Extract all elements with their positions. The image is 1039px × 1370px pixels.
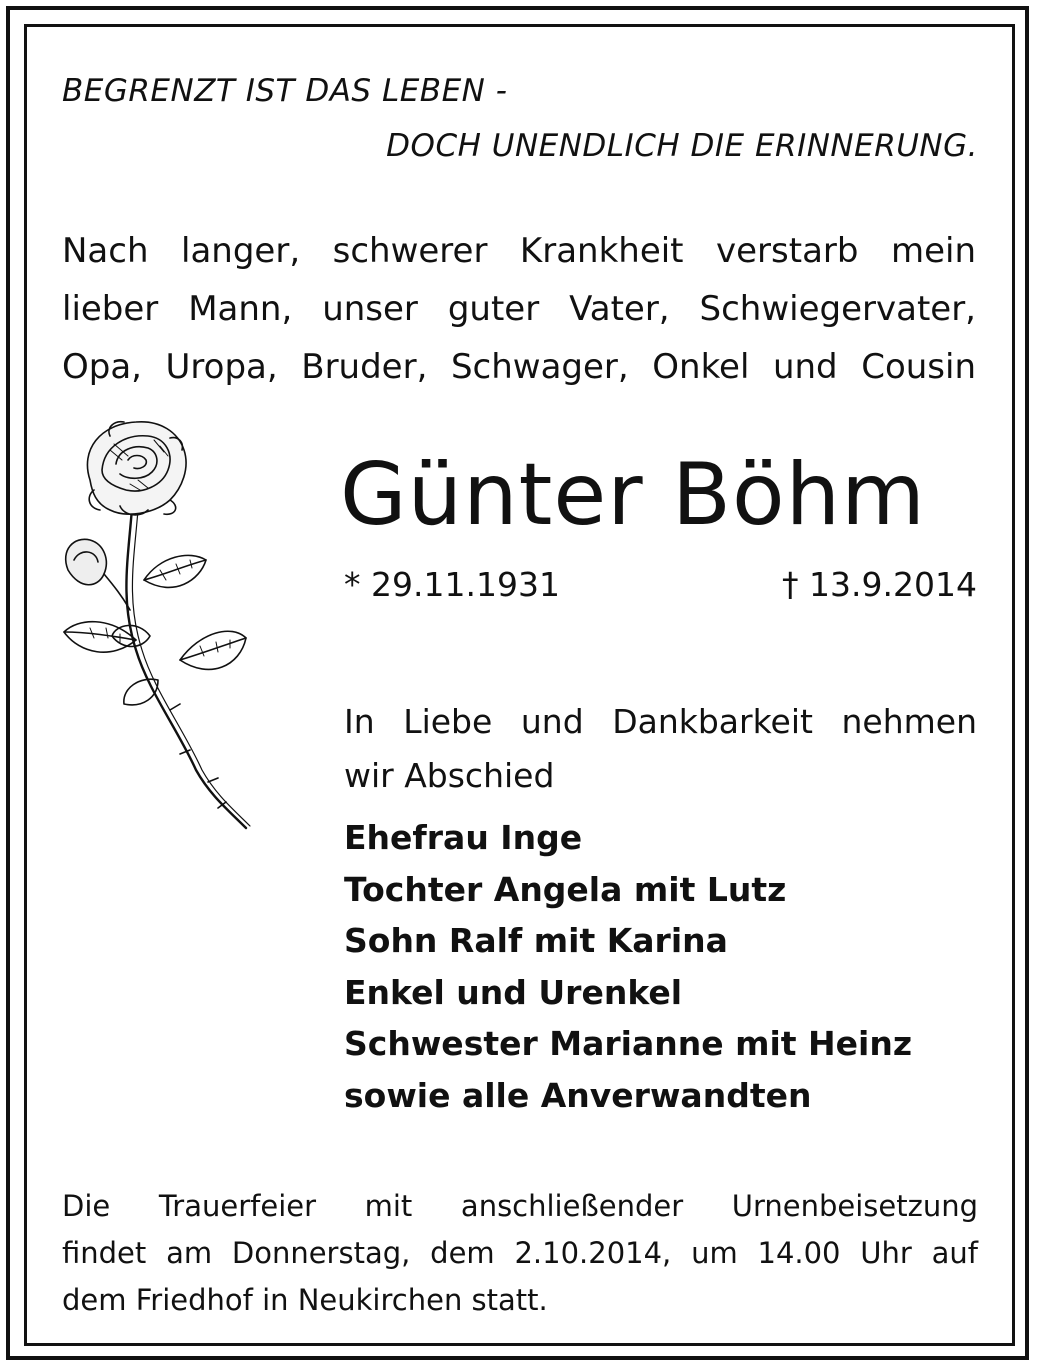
motto-line-1: BEGRENZT IST DAS LEBEN -: [62, 73, 508, 109]
service-line: findet am Donnerstag, dem 2.10.2014, um 14.00 Uhr auf: [62, 1236, 978, 1270]
service-info: [62, 1183, 978, 1324]
service-line: dem Friedhof in Neukirchen statt.: [62, 1283, 548, 1317]
service-line: Die Trauerfeier mit anschließender Urnenbeisetzung: [62, 1189, 978, 1223]
family-member: Tochter Angela mit Lutz: [344, 869, 787, 909]
motto-line-2: DOCH UNENDLICH DIE ERINNERUNG.: [386, 128, 978, 164]
intro-text: [62, 222, 976, 396]
rose-icon: [50, 410, 280, 840]
family-member: Enkel und Urenkel: [344, 972, 683, 1012]
family-member: Ehefrau Inge: [344, 818, 583, 857]
deceased-name: Günter Böhm: [340, 445, 926, 545]
farewell-line: In Liebe und Dankbarkeit nehmen: [344, 702, 977, 741]
intro-line: Opa, Uropa, Bruder, Schwager, Onkel und Cousin: [62, 347, 976, 387]
intro-line: Nach langer, schwerer Krankheit verstarb mein: [62, 231, 976, 271]
family-member: sowie alle Anverwandten: [344, 1075, 812, 1115]
farewell-line: wir Abschied: [344, 756, 555, 795]
intro-line: lieber Mann, unser guter Vater, Schwiegervater,: [62, 289, 976, 329]
family-list: [344, 812, 984, 1121]
birth-date: * 29.11.1931: [344, 565, 560, 604]
farewell-text: [344, 695, 977, 803]
family-member: Sohn Ralf mit Karina: [344, 921, 728, 960]
family-member: Schwester Marianne mit Heinz: [344, 1024, 913, 1063]
death-date: † 13.9.2014: [782, 565, 977, 604]
